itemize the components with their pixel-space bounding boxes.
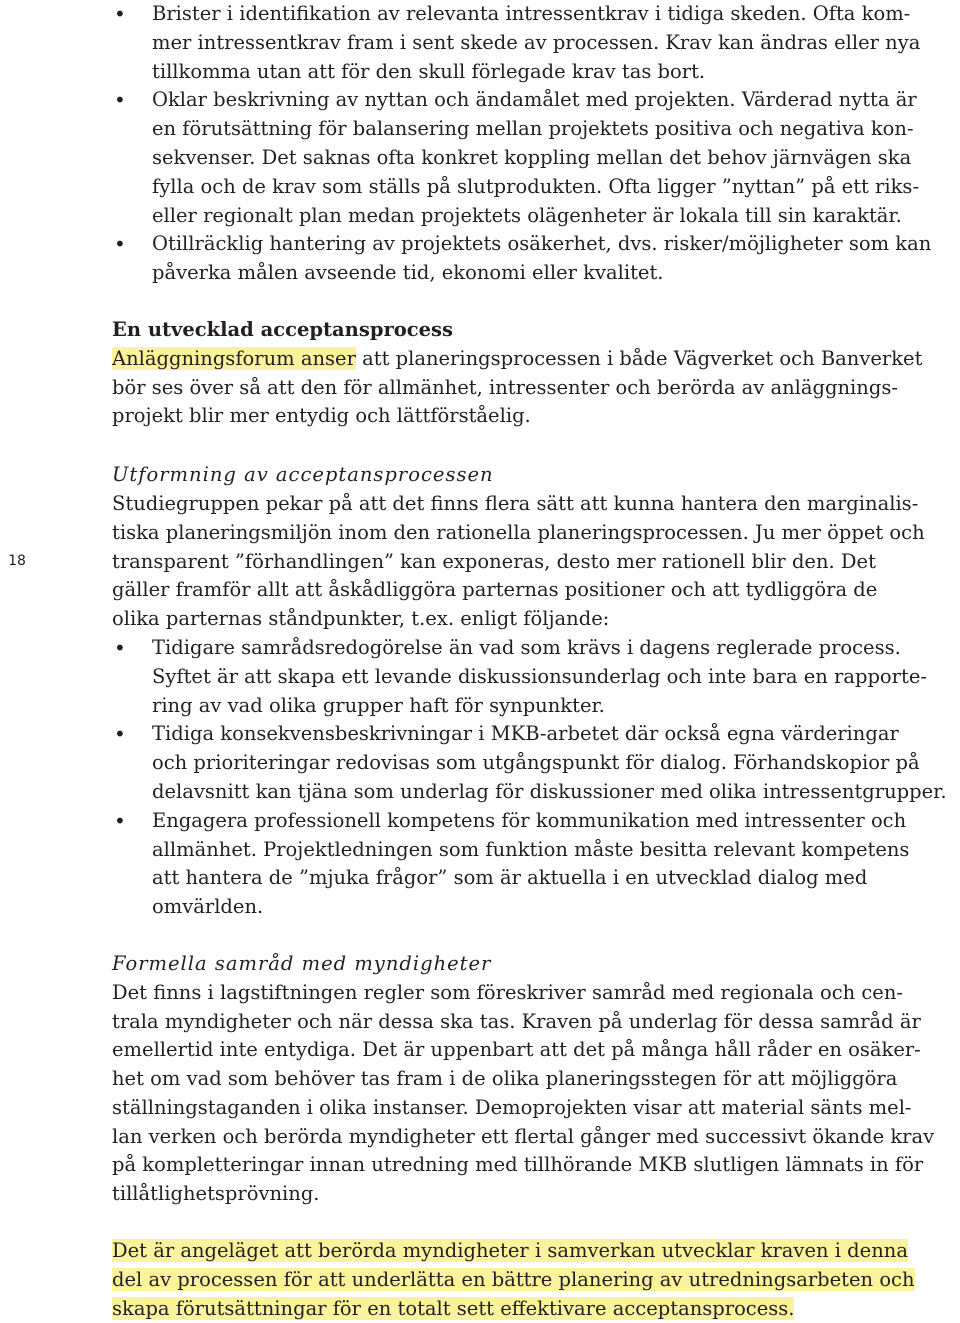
text-line: och prioriteringar redovisas som utgångspunkt för dialog. Förhandskopior på [152,751,920,775]
utformning-bullet-list [112,634,960,922]
text-line: • Tidiga konsekvensbeskrivningar i MKB-arbetet där också egna värderingar [152,722,899,746]
section-acceptansprocess [112,316,960,431]
section-heading: Utformning av acceptansprocessen [112,463,494,487]
top-bullet-list [112,0,960,288]
page-number: 18 [8,553,26,569]
text-line: het om vad som behöver tas fram i de olika planeringsstegen för att möjliggöra [112,1067,898,1091]
text-line: Det finns i lagstiftningen regler som föreskriver samråd med regionala och cen- [112,980,903,1004]
text-line: projekt blir mer entydig och lättförståelig. [112,404,531,428]
text-line: gäller framför allt att åskådliggöra parternas positioner och att tydliggöra de [112,578,878,602]
text-line: • Otillräcklig hantering av projektets osäkerhet, dvs. risker/möjligheter som kan [152,232,932,256]
text-line: sekvenser. Det saknas ofta konkret koppling mellan det behov järnvägen ska [152,145,912,169]
text-line: eller regionalt plan medan projektets olägenheter är lokala till sin karaktär. [152,203,902,227]
text-line: delavsnitt kan tjäna som underlag för diskussioner med olika intressentgrupper. [152,779,947,803]
text-line: tillåtlighetsprövning. [112,1182,320,1206]
text-line: lan verken och berörda myndigheter ett flertal gånger med successivt ökande krav [112,1124,935,1148]
text-line: omvärlden. [152,895,264,919]
list-item [112,807,960,922]
text-line: • Brister i identifikation av relevanta intressentkrav i tidiga skeden. Ofta kom- [152,2,911,25]
text-line: ställningstaganden i olika instanser. Demoprojekten visar att material sänts mel- [112,1095,912,1119]
text-line: fylla och de krav som ställs på slutprodukten. Ofta ligger ”nyttan” på ett riks- [152,174,920,198]
text-line: bör ses över så att den för allmänhet, intressenter och berörda av anläggnings- [112,375,898,399]
list-item [112,720,960,806]
text-line: trala myndigheter och när dessa ska tas. Kraven på underlag för dessa samråd är [112,1009,921,1033]
text-line: ring av vad olika grupper haft för synpunkter. [152,693,605,717]
highlighted-text: Det är angeläget att berörda myndigheter i samverkan utvecklar kraven i denna [112,1239,908,1263]
text-line: en förutsättning för balansering mellan projektets positiva och negativa kon- [152,117,914,141]
text-line [112,1266,960,1295]
text-fragment: att planeringsprocessen i både Vägverket och Banverket [355,346,923,370]
text-line: Syftet är att skapa ett levande diskussionsunderlag och inte bara en rapporte- [152,664,927,688]
text-line: • Tidigare samrådsredogörelse än vad som krävs i dagens reglerade process. [152,635,901,659]
text-line: tillkomma utan att för den skull förlegade krav tas bort. [152,59,706,83]
paragraph [112,979,960,1209]
text-line: att hantera de ”mjuka frågor” som är aktuella i en utvecklad dialog med [152,866,868,890]
text-line: påverka målen avseende tid, ekonomi eller kvalitet. [152,261,664,285]
text-line: transparent ”förhandlingen” kan exponeras, desto mer rationell blir den. Det [112,549,876,573]
paragraph [112,490,960,634]
section-formella-samrad [112,950,960,1209]
text-line: • Oklar beskrivning av nyttan och ändamålet med projekten. Värderad nytta är [152,88,917,112]
highlighted-text: del av processen för att underlätta en bättre planering av utredningsarbeten och [112,1267,915,1291]
paragraph [112,345,960,431]
text-line: tiska planeringsmiljön inom den rationella planeringsprocessen. Ju mer öppet och [112,520,925,544]
text-line: • Engagera professionell kompetens för kommunikation med intressenter och [152,808,907,832]
list-item [112,634,960,720]
text-line: emellertid inte entydiga. Det är uppenbart att det på många håll råder en osäker- [112,1038,921,1062]
highlighted-text: Anläggningsforum anser [112,346,356,370]
section-utformning [112,461,960,922]
text-line: allmänhet. Projektledningen som funktion måste besitta relevant kompetens [152,837,910,861]
highlighted-text: skapa förutsättningar för en totalt sett effektivare acceptansprocess. [112,1296,795,1320]
page-content [112,0,960,1323]
highlighted-paragraph [112,1237,960,1323]
list-item [112,86,960,230]
text-line: mer intressentkrav fram i sent skede av processen. Krav kan ändras eller nya [152,30,921,54]
text-line: på kompletteringar innan utredning med tillhörande MKB slutligen lämnats in för [112,1153,924,1177]
section-heading: En utvecklad acceptansprocess [112,317,453,341]
list-item [112,230,960,288]
text-line [112,345,960,374]
section-heading: Formella samråd med myndigheter [112,951,492,975]
list-item [112,0,960,86]
text-line: Studiegruppen pekar på att det finns flera sätt att kunna hantera den marginalis- [112,491,919,515]
text-line [112,1237,960,1266]
text-line: olika parternas ståndpunkter, t.ex. enligt följande: [112,607,610,631]
